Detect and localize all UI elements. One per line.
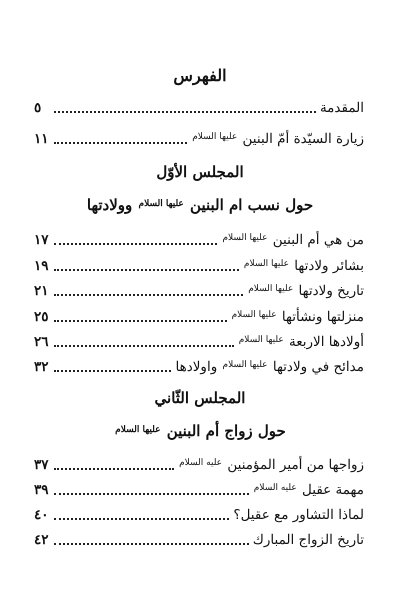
toc-entry-title: [219, 228, 364, 250]
toc-entry[interactable]: [34, 355, 364, 377]
toc-entry-page: ٢٥: [34, 309, 49, 325]
toc-entry-title-text: تاريخ ولادتها: [298, 283, 364, 299]
toc-entry-title-text: أولادها الاربعة: [289, 334, 364, 350]
toc-entry-title: [229, 305, 364, 327]
toc-entry-page: ٥: [34, 100, 42, 116]
toc-entry[interactable]: [34, 528, 364, 550]
toc-entry-page: ٣٧: [34, 457, 49, 473]
section-heading: [0, 388, 400, 408]
dot-leader: [54, 543, 249, 545]
salutation-glyph: عليها السلام: [192, 132, 238, 142]
dot-leader: [54, 294, 243, 296]
toc-entry-page: ١٧: [34, 232, 49, 248]
toc-entry-page: ٢٦: [34, 334, 49, 350]
dot-leader: [54, 243, 217, 245]
toc-entry-page: ٤٢: [34, 532, 49, 548]
toc-entry[interactable]: [34, 228, 364, 250]
toc-entry[interactable]: [34, 305, 364, 327]
toc-entry-title: [251, 530, 364, 550]
toc-entry-title: [318, 98, 364, 118]
toc-entry-title: [173, 355, 364, 377]
section-heading-text: المجلس الأوّل: [156, 163, 244, 181]
toc-entry[interactable]: [34, 503, 364, 525]
dot-leader: [54, 468, 174, 470]
salutation-glyph: عليها السلام: [243, 259, 289, 269]
toc-entry[interactable]: [34, 96, 364, 118]
toc-entry[interactable]: [34, 254, 364, 276]
toc-entry-title: [231, 505, 364, 525]
dot-leader: [54, 111, 316, 113]
toc-entry-title-text: مدائح في ولادتها: [272, 359, 364, 375]
toc-entry[interactable]: [34, 330, 364, 352]
toc-entry-title: [176, 453, 364, 475]
dot-leader: [54, 142, 187, 144]
section-subheading-text: حول نسب ام البنين: [190, 196, 314, 214]
section-subheading-text: حول زواج أم البنين: [166, 422, 286, 440]
toc-entry[interactable]: [34, 478, 364, 500]
salutation-glyph: عليها السلام: [238, 335, 284, 345]
page-title-text: الفهرس: [173, 66, 227, 85]
toc-entry-title-text: من هي أم البنين: [272, 232, 364, 248]
dot-leader: [54, 320, 227, 322]
salutation-glyph: عليها السلام: [222, 233, 268, 243]
toc-entry-title-text: بشائر ولادتها: [294, 258, 364, 274]
toc-entry-page: ٤٠: [34, 507, 49, 523]
section-subheading: [0, 194, 400, 215]
salutation-glyph: عليه السلام: [253, 483, 297, 493]
toc-entry-title-text: مهمة عقيل: [302, 482, 364, 498]
toc-entry-title: [251, 478, 364, 500]
toc-entry-title-text: منزلتها ونشأتها: [281, 309, 364, 325]
toc-entry-title-text: تاريخ الزواج المبارك: [252, 532, 364, 548]
salutation-glyph: عليها السلام: [231, 310, 277, 320]
salutation-glyph: عليها السلام: [138, 199, 184, 209]
toc-entry[interactable]: [34, 279, 364, 301]
toc-entry-title-text: واولادها: [175, 359, 218, 375]
toc-entry-page: ١٩: [34, 258, 49, 274]
toc-entry[interactable]: [34, 453, 364, 475]
section-subheading-text: وولادتها: [86, 196, 133, 214]
salutation-glyph: عليها السلام: [115, 425, 161, 435]
toc-entry-title: [189, 127, 364, 149]
toc-entry-page: ٢١: [34, 283, 49, 299]
toc-entry-page: ٣٢: [34, 359, 49, 375]
toc-entry-title-text: لماذا التشاور مع عقيل؟: [233, 507, 364, 523]
toc-entry-title: [241, 254, 364, 276]
dot-leader: [54, 370, 171, 372]
section-heading-text: المجلس الثّاني: [154, 389, 246, 407]
salutation-glyph: عليها السلام: [222, 360, 268, 370]
toc-entry-title: [245, 279, 364, 301]
toc-entry-page: ١١: [34, 131, 49, 147]
section-heading: [0, 162, 400, 182]
section-subheading: [0, 420, 400, 441]
toc-entry-page: ٣٩: [34, 482, 49, 498]
toc-entry-title-text: زيارة السيّدة أمّ البنين: [242, 131, 364, 147]
salutation-glyph: عليه السلام: [179, 458, 223, 468]
page-title: [0, 66, 400, 86]
toc-entry[interactable]: [34, 127, 364, 149]
dot-leader: [54, 518, 229, 520]
salutation-glyph: عليها السلام: [248, 284, 294, 294]
dot-leader: [54, 345, 234, 347]
toc-entry-title-text: زواجها من أمير المؤمنين: [227, 457, 364, 473]
dot-leader: [54, 269, 239, 271]
toc-entry-title-text: المقدمة: [319, 100, 364, 116]
toc-entry-title: [236, 330, 364, 352]
dot-leader: [54, 493, 249, 495]
